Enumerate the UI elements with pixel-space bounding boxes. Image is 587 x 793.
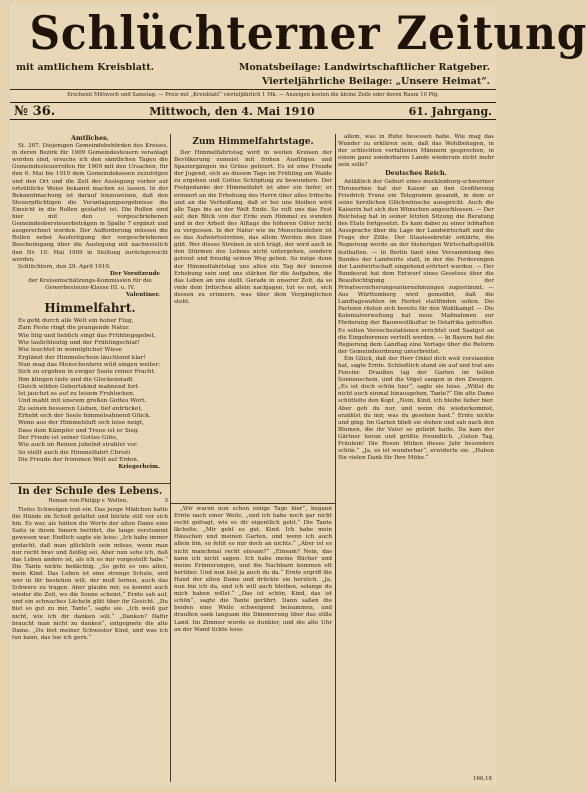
issue-number: № 36.	[14, 103, 56, 119]
story-divider-middle	[171, 503, 335, 504]
poem-line: Zum Feste ringt die prangende Natur.	[18, 325, 130, 332]
poem-line: Wie auch im Reinen jubelnd strahlet vor.	[18, 442, 138, 449]
poem-line: Die Freude der frommen Welt auf Erden.	[18, 456, 139, 463]
poem-line: Ist jauchzt es auf zu leisem Frohlocken,	[18, 391, 135, 398]
poem-line: Wie lilig und lieblich singt das Frühlingsgebet,	[18, 332, 156, 339]
column-news	[338, 134, 494, 782]
masthead-right-subtitle-2: Vierteljährliche Beilage: „Unsere Heimat“.	[261, 76, 490, 87]
content-columns	[10, 134, 496, 784]
poem-line: Zu seinen besseren Lieben, tief entrücket,	[18, 405, 143, 412]
official-heading: Amtliches.	[71, 134, 109, 142]
poem-line: Ihm klingen tiefe und die Glockenstadt	[18, 376, 133, 383]
news-intro: allem, was in Ruhe besessen habe. Wie mag das Wunder zu erklären sein, daß das Wohlbehagen, in der schlechten verfallenen Männern gesprochen, in einem ganz sonderbaren Lande wiederum nicht mehr sein solle?	[338, 134, 494, 169]
poem-line: Nun mag das Menschenherz wild singen weiter:	[18, 361, 161, 368]
poem-line: Wie laulichleutig und der Frühlingschlaf!	[18, 340, 140, 347]
poem-line: Gleich wilden Geburtskind mahnend fort.	[18, 383, 140, 390]
page-footer-number: 166,18	[473, 776, 492, 782]
story-part-2	[174, 506, 332, 781]
poem-line: Wenn aus der Himmelsluft sich leise neigt,	[18, 420, 144, 427]
story-continuation: Ein Glück, daß der Herr Onkel dich weit verstanden hat, sagte Ernte. Schließlich stand sie auf und trat ans Fenster. Draußen lag der Garten im hellen Sonnenschein, und die Vögel sangen in den Zweigen. „Es ist doch schön hier“, sagte sie leise. „Willst du nicht auch einmal hinausgehen, Tante?“ Die alte Dame schüttelte den Kopf. „Nein, Kind, ich bleibe lieber hier. Aber geh du nur, und wenn du wiederkommst, erzählst du mir, was du gesehen hast.“ Ernte nickte und ging. Im Garten blieb sie stehen und sah nach den Blumen, die ihr Vater so geliebt hatte. Da kam der Gärtner heran und grüßte freundlich. „Guten Tag, Fräulein! Die Rosen blühen dieses Jahr besonders schön.“ „Ja, es ist wunderbar“, erwiderte sie. „Haben Sie vielen Dank für Ihre Mühe.“	[338, 355, 494, 462]
official-sig-name: Valentiner.	[126, 292, 160, 299]
issue-bar	[10, 102, 496, 120]
official-sig-role: Der Vorsitzende	[110, 270, 160, 277]
story-text-1: Tiefes Schweigen trat ein. Das junge Mädchen hatte die Hände im Schoß gefaltet und blickte still vor sich hin. Es war, als hätten die Worte der alten Dame eine Saite in ihrem Innern berührt, die lange verstummt gewesen war. Endlich sagte sie leise: „Ich habe immer gedacht, daß man glücklich sein müsse, wenn man nur recht brav und fleißig sei. Aber nun sehe ich, daß das Leben anders ist, als ich es mir vorgestellt habe.“ Die Tante nickte bedächtig. „So geht es uns allen, mein Kind. Das Leben ist eine strenge Schule, und wer in ihr bestehen will, der muß lernen, auch das Schwere zu tragen. Aber glaube mir, es kommt auch wieder die Zeit, wo die Sonne scheint.“ Ernte sah auf, und ein schwaches Lächeln glitt über ihr Gesicht. „Du bist so gut zu mir, Tante“, sagte sie. „Ich weiß gar nicht, wie ich dir danken soll.“ „Danken? Dafür braucht man nicht zu danken“, entgegnete die alte Dame. „Du bist meiner Schwester Kind, und was ich tun kann, das tue ich gern.“	[12, 507, 168, 641]
story-text-2: „Wir waren nun schon einige Tage hier“, begann Ernte nach einer Weile, „und ich habe noch gar nicht recht gefragt, wie es dir eigentlich geht.“ Die Tante lächelte. „Mir geht es gut, Kind. Ich habe mein Häuschen und meinen Garten, und wenn ich auch allein bin, so fehlt es mir doch an nichts.“ „Aber ist es nicht manchmal recht einsam?“ „Einsam? Nein, das kann ich nicht sagen. Ich habe meine Bücher und meine Erinnerungen, und die Nachbarn kommen oft herüber. Und nun bist ja auch du da.“ Ernte ergriff die Hand der alten Dame und drückte sie herzlich. „Ja, nun bin ich da, und ich will auch bleiben, solange du mich haben willst.“ „Das ist schön, Kind, das ist schön“, sagte die Tante gerührt. Dann saßen die beiden eine Weile schweigend beisammen, und draußen sank langsam die Dämmerung über das stille Land. Im Zimmer wurde es dunkler, und die alte Uhr an der Wand tickte leise.	[174, 506, 332, 633]
ascension-text: Der Himmelfahrtstag wird in weiten Kreisen der Bevölkerung zumeist mit frohen Ausflügen und Spaziergängen ins Grüne gefeiert. Es ist eine Freude der Jugend, sich an diesem Tage im Frühling am Walde zu ergehen und Gottes Schöpfung zu bewundern. Der Festgedanke der Himmelfahrt ist aber ein tiefer; er erinnert an die Erhebung des Herrn über alles Irdische und an die Verheißung, daß er bei uns bleiben wird alle Tage bis an der Welt Ende. So ruft uns das Fest auf, den Blick von der Erde zum Himmel zu wenden und in der Arbeit des Alltags die höheren Güter nicht zu vergessen. In der Natur wie im Menschenleben ist es das Aufwärtsstreben, das allem Werden den Sinn gibt. Wer dieses Streben in sich trägt, der wird auch in den Stürmen des Lebens nicht untergehen, sondern getrost und freudig seinen Weg gehen. So möge denn der Himmelfahrtstag uns allen ein Tag der inneren Erhebung sein und uns stärken für die Aufgaben, die das Leben an uns stellt. Gerade in unserer Zeit, da so viele dem Irdischen allein nachjagen, tut es not, sich dessen zu erinnern, was über dem Vergänglichen steht.	[174, 150, 332, 305]
masthead-subtitle-row	[10, 62, 496, 76]
poem-line: So stellt auch die Himmelfahrt Christi	[18, 449, 131, 456]
official-text: St. 307. Diejenigen Gemeindebehörden des Kreises, in deren Bezirk für 1909 Gemeindesteuern veranlagt worden sind, ersuche ich den sämtlichen Tagen die Gemeindesteuerrollen für 1909 mit den Ursachen, für den 6. Mai bis 1910 dem Gemeindekassen zuzufolgen und den Ort und die Zeit der Auslegung vorher auf ortsübliche Weise bekannt machen zu lassen. In der Bekanntmachung ist darauf hinzuweisen, daß den Steuerpflichtigen die Veranlagungsergebnisse die Einsicht in die Rollen gestattet ist. Die Rollen sind hier mit den vorgeschriebenen Gemeindeobersteuerbeträgen in Spalte 7 ergänzt und ausgerechnet worden. Der Aufforderung müssen die Rollen nebst Ausfertigung der vorgeschriebenen Bescheinigung über die Auslegung mit nachweislich den Nr. 10. Mai 1909 in Stellung zurückgereicht werden.	[12, 143, 168, 263]
masthead-right-subtitle: Monatsbeilage: Landwirtschaftlicher Ratgeber.	[238, 62, 490, 73]
column-ascension	[174, 134, 332, 502]
official-sig-body: der Kreiseinschätzungs-Kommission für die Gewerbesteuer-Klasse III. u. IV.	[28, 277, 152, 291]
publication-notice: Erscheint Mittwoch und Samstag. — Preis mit „Kreisblatt“ vierteljährlich 1 Mk. — Anzeigen kosten die kleine Zeile oder deren Raum 10 Pfg.	[10, 89, 496, 102]
issue-date: Mittwoch, den 4. Mai 1910	[149, 104, 315, 118]
poem-body	[12, 318, 168, 464]
story-part-1	[12, 486, 168, 781]
poem-title: Himmelfahrt.	[44, 301, 136, 316]
poem-line: Dass dem Kämpfer und Treue ist er Sieg.	[18, 427, 140, 434]
column-rule-1	[170, 134, 171, 782]
official-place-date: Schlüchtern, den 29. April 1910.	[18, 263, 111, 270]
poem-line: Und mahlt mit unsrem großen Gottes Wort.	[18, 398, 147, 405]
poem-line: Der Friede ist seiner Gottes Güte,	[18, 434, 118, 441]
masthead-title: Schlüchterner Zeitung	[29, 6, 587, 60]
ascension-title: Zum Himmelfahrtstage.	[192, 137, 314, 147]
newspaper-page	[10, 4, 587, 787]
poem-line: Wie leuchtet in wonniglicher Wiese	[18, 347, 123, 354]
story-title: In der Schule des Lebens.	[17, 486, 163, 497]
story-byline	[12, 498, 168, 505]
news-text: Anläßlich der Geburt eines mecklenburg-schweriner Thronerben hat der Kaiser an den Großherzog Friedrich Franz ein Telegramm gesandt, in dem er seine herzlichen Glückwünsche ausspricht. Auch die Kaiserin hat sich den Wünschen angeschlossen. — Der Reichstag hat in seiner letzten Sitzung die Beratung des Etats fortgesetzt. Es kam dabei zu einer lebhaften Aussprache über die Lage der Landwirtschaft und die Frage der Zölle. Der Staatssekretär erklärte, die Regierung werde an der bisherigen Wirtschaftspolitik festhalten. — In Berlin fand eine Versammlung des Bundes der Landwirte statt, in der die Forderungen der Landwirtschaft eingehend erörtert wurden. — Der Bundesrat hat dem Entwurf eines Gesetzes über die Beaufsichtigung der Privatversicherungsunternehmungen zugestimmt. — Aus Württemberg wird gemeldet, daß die Landtagswahlen im Herbst stattfinden sollen. Die Parteien rüsten sich bereits für den Wahlkampf. — Die Kolonialverwaltung hat neue Maßnahmen zur Förderung der Baumwollkultur in Ostafrika getroffen. Es sollen Versuchsstationen errichtet und Saatgut an die Eingeborenen verteilt werden. — In Bayern hat die Regierung dem Landtag eine Vorlage über die Reform der Gemeindeordnung unterbreitet.	[338, 178, 494, 355]
story-divider-left	[10, 483, 170, 484]
issue-year: 61. Jahrgang.	[408, 104, 492, 118]
poem-line: Erglänzt der Himmelschein läuchtend klar!	[18, 354, 146, 361]
column-rule-2	[335, 134, 336, 782]
masthead-left-subtitle: mit amtlichem Kreisblatt.	[16, 62, 155, 73]
poem-line: Erhebt sich der Seele himmelsahnend Glück.	[18, 413, 151, 420]
news-heading: Deutsches Reich.	[385, 169, 447, 178]
poem-author: Kriegerheim.	[118, 464, 160, 471]
poem-line: Es geht durch alle Welt ein hoher Flug,	[18, 318, 134, 325]
story-installment-mark: 5	[164, 498, 168, 504]
story-byline-text: Roman von Philipp v. Welten.	[48, 498, 129, 504]
poem-line: Sich zu ergeben in ewiger Seele reiner Pracht.	[18, 369, 156, 376]
column-official	[12, 134, 168, 482]
